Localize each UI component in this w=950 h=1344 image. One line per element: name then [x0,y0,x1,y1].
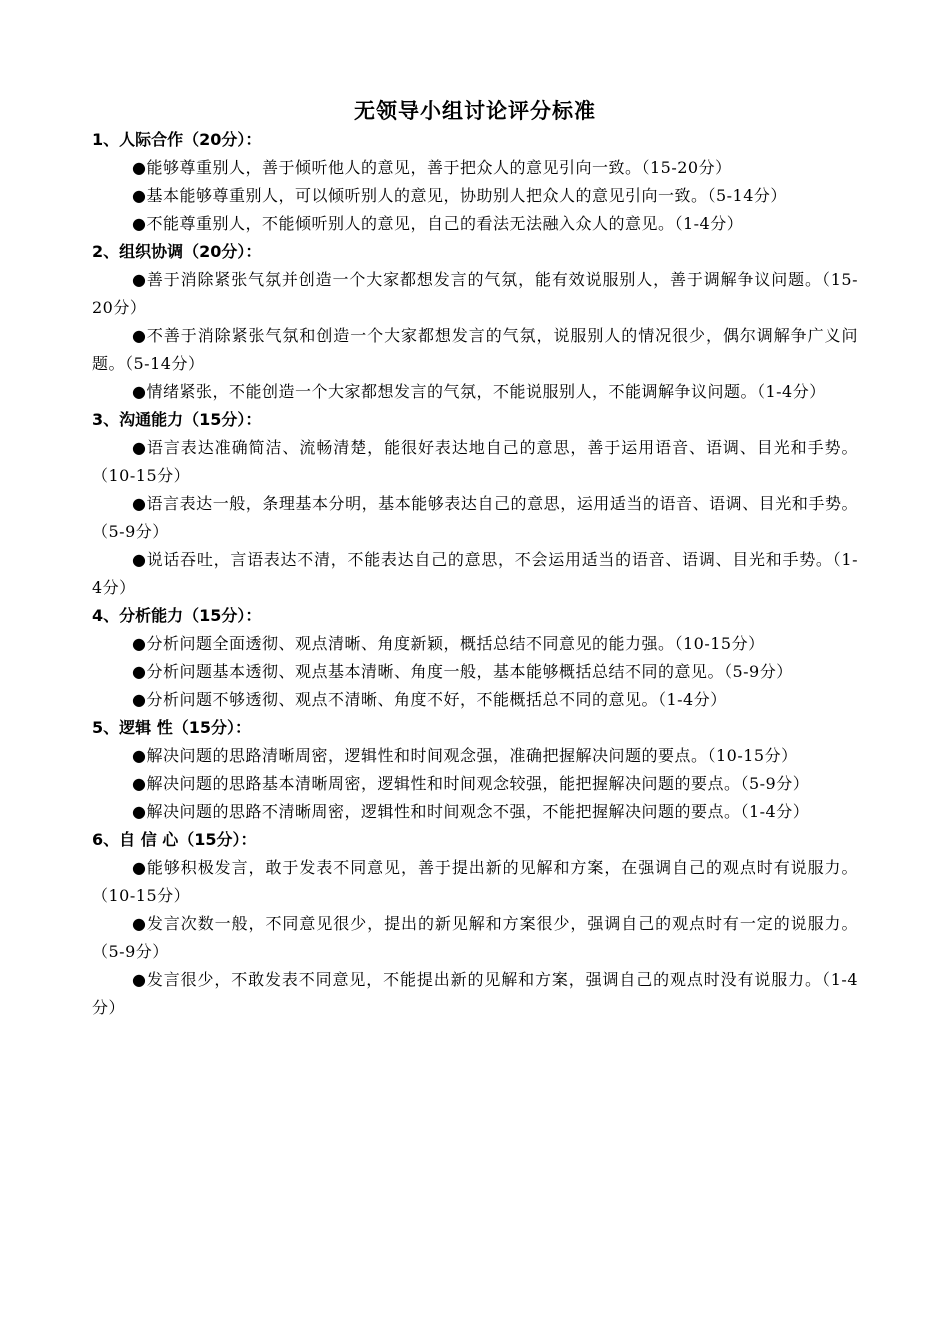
criterion-item: ●分析问题不够透彻、观点不清晰、角度不好，不能概括总不同的意见。（1-4分） [132,690,727,709]
criterion-item: ●说话吞吐，言语表达不清，不能表达自己的意思，不会运用适当的语音、语调、目光和手势。（1-4分） [92,550,858,597]
criterion-item: ●情绪紧张，不能创造一个大家都想发言的气氛，不能说服别人，不能调解争议问题。（1-4分） [132,382,826,401]
section-interpersonal-cooperation [92,126,858,238]
criterion-item: ●语言表达一般，条理基本分明，基本能够表达自己的意思，运用适当的语音、语调、目光和手势。（5-9分） [92,494,858,541]
criterion-item: ●不能尊重别人，不能倾听别人的意见，自己的看法无法融入众人的意见。（1-4分） [132,214,744,233]
criterion-item: ●不善于消除紧张气氛和创造一个大家都想发言的气氛，说服别人的情况很少，偶尔调解争广义问题。（5-14分） [92,326,858,373]
criterion-item: ●语言表达准确简洁、流畅清楚，能很好表达地自己的意思，善于运用语音、语调、目光和手势。（10-15分） [92,438,858,485]
section-communication-ability [92,406,858,602]
section-heading: 4、分析能力（15分）： [92,606,262,625]
section-self-confidence [92,826,858,1022]
criterion-item: ●分析问题全面透彻、观点清晰、角度新颖，概括总结不同意见的能力强。（10-15分） [132,634,765,653]
criterion-item: ●分析问题基本透彻、观点基本清晰、角度一般，基本能够概括总结不同的意见。（5-9分） [132,662,793,681]
section-heading: 6、自 信 心（15分）： [92,830,257,849]
criterion-item: ●解决问题的思路清晰周密，逻辑性和时间观念强，准确把握解决问题的要点。（10-15分） [132,746,798,765]
criterion-item: ●发言次数一般，不同意见很少，提出的新见解和方案很少，强调自己的观点时有一定的说服力。（5-9分） [92,914,858,961]
criterion-item: ●善于消除紧张气氛并创造一个大家都想发言的气氛，能有效说服别人，善于调解争议问题。（15-20分） [92,270,858,317]
document-title: 无领导小组讨论评分标准 [354,99,596,123]
section-heading: 5、逻辑 性（15分）： [92,718,251,737]
criterion-item: ●基本能够尊重别人，可以倾听别人的意见，协助别人把众人的意见引向一致。（5-14分） [132,186,787,205]
section-analytical-ability [92,602,858,714]
section-heading: 2、组织协调（20分）： [92,242,262,261]
document-body [92,126,858,1022]
section-heading: 1、人际合作（20分）： [92,130,262,149]
criterion-item: ●解决问题的思路不清晰周密，逻辑性和时间观念不强，不能把握解决问题的要点。（1-4分） [132,802,810,821]
section-heading: 3、沟通能力（15分）： [92,410,262,429]
criterion-item: ●解决问题的思路基本清晰周密，逻辑性和时间观念较强，能把握解决问题的要点。（5-9分） [132,774,810,793]
criterion-item: ●能够尊重别人，善于倾听他人的意见，善于把众人的意见引向一致。（15-20分） [132,158,732,177]
criterion-item: ●能够积极发言，敢于发表不同意见，善于提出新的见解和方案，在强调自己的观点时有说服力。（10-15分） [92,858,858,905]
criterion-item: ●发言很少，不敢发表不同意见，不能提出新的见解和方案，强调自己的观点时没有说服力。（1-4分） [92,970,858,1017]
section-logic [92,714,858,826]
section-organization-coordination [92,238,858,406]
